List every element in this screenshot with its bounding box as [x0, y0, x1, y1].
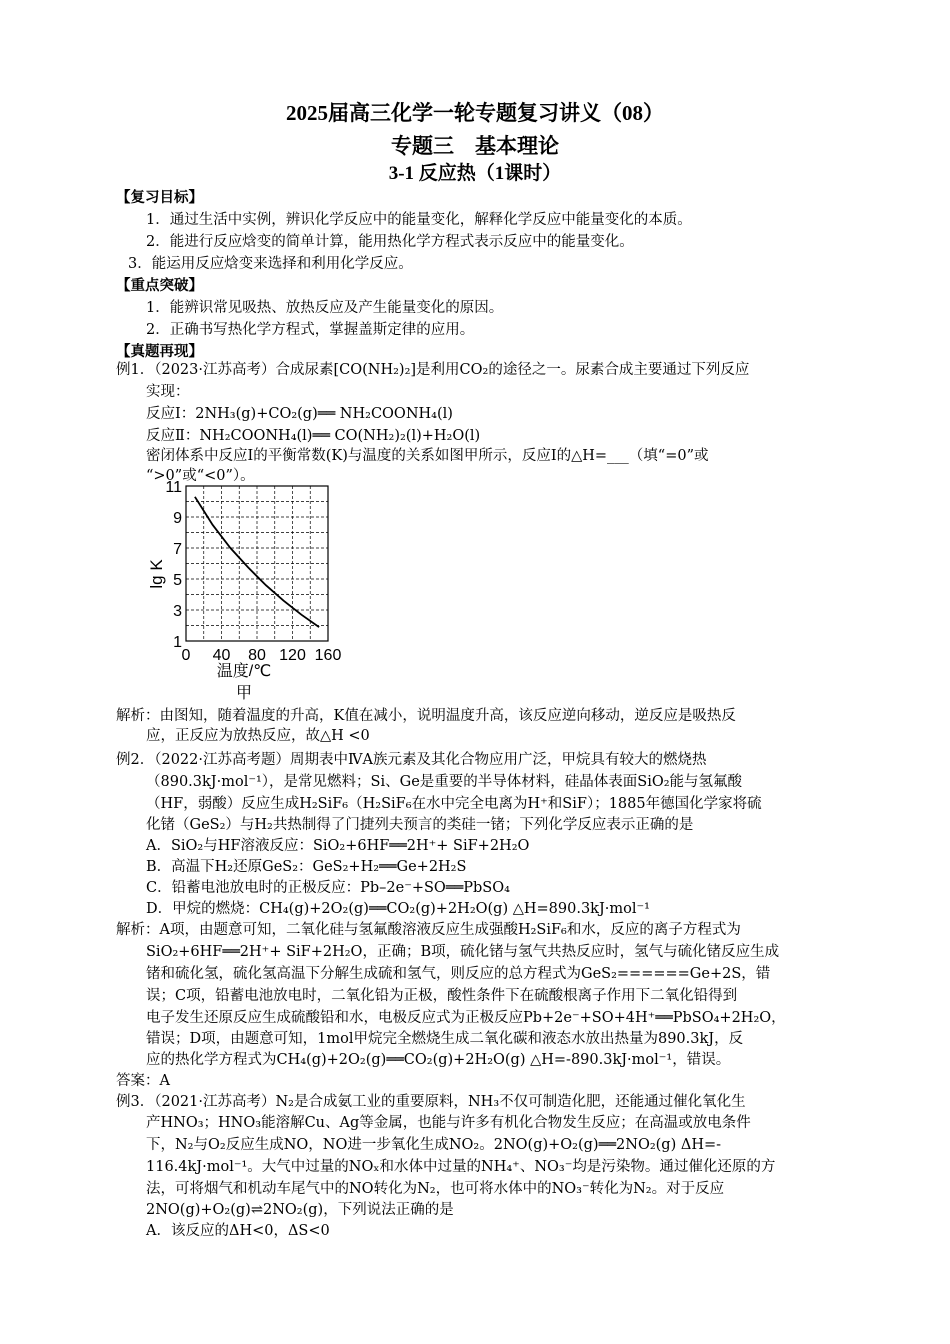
example2-answer: 答案：A — [116, 1073, 170, 1089]
y-axis-label: lg K — [147, 559, 166, 589]
exam-review-heading: 【真题再现】 — [116, 343, 203, 360]
y-tick-label: 11 — [165, 479, 182, 496]
y-tick-label: 9 — [173, 510, 182, 527]
x-tick-label: 80 — [248, 647, 266, 664]
x-tick-label: 40 — [212, 647, 231, 664]
review-goals-heading: 【复习目标】 — [116, 189, 203, 206]
review-goal-item: 1．通过生活中实例，辨识化学反应中的能量变化，解释化学反应中能量变化的本质。 — [146, 212, 692, 228]
y-tick-label: 7 — [173, 541, 182, 558]
example2-line: 化锗（GeS₂）与H₂共热制得了门捷列夫预言的类硅一锗；下列化学反应表示正确的是 — [146, 817, 694, 833]
example2-option-c: C．铅蓄电池放电时的正极反应：Pb–2e⁻+SO══PbSO₄ — [146, 880, 510, 896]
key-point-item: 2．正确书写热化学方程式，掌握盖斯定律的应用。 — [146, 322, 475, 338]
example1-analysis-line: 应，正反应为放热反应，故△H <0 — [146, 728, 370, 744]
example3-line: 法，可将烟气和机动车尾气中的NO转化为N₂，也可将水体中的NO₃⁻转化为N₂。对于反应 — [146, 1181, 725, 1197]
example2-option-d: D．甲烷的燃烧：CH₄(g)+2O₂(g)══CO₂(g)+2H₂O(g) △H=890.3kJ·mol⁻¹ — [146, 901, 650, 917]
example2-analysis-line: 解析：A项，由题意可知，二氧化硅与氢氟酸溶液反应生成强酸H₂SiF₆和水，反应的离子方程式为 — [116, 922, 741, 938]
example2-line: 例2．（2022·江苏高考题）周期表中ⅣA族元素及其化合物应用广泛，甲烷具有较大的燃烧热 — [116, 752, 707, 768]
example2-analysis-line: SiO₂+6HF══2H⁺+ SiF+2H₂O，正确；B项，硫化锗与氢气共热反应时，氢气与硫化锗反应生成 — [146, 944, 780, 960]
example3-line: 116.4kJ·mol⁻¹。大气中过量的NOₓ和水体中过量的NH₄⁺、NO₃⁻均是污染物。通过催化还原的方 — [146, 1159, 776, 1175]
example1-line: 实现： — [146, 384, 190, 400]
example1-line: 例1．（2023·江苏高考）合成尿素[CO(NH₂)₂]是利用CO₂的途径之一。尿素合成主要通过下列反应 — [116, 362, 750, 378]
example1-analysis-line: 解析：由图知，随着温度的升高，K值在减小，说明温度升高，该反应逆向移动，逆反应是吸热反 — [116, 708, 736, 724]
document-title: 2025届高三化学一轮专题复习讲义（08） — [286, 101, 664, 125]
lesson-title: 3-1 反应热（1课时） — [388, 163, 562, 184]
example3-line: 例3．（2021·江苏高考）N₂是合成氨工业的重要原料，NH₃不仅可制造化肥，还能通过催化氧化生 — [116, 1094, 746, 1110]
y-tick-label: 1 — [173, 634, 182, 651]
example3-line: 下，N₂与O₂反应生成NO，NO进一步氧化生成NO₂。2NO(g)+O₂(g)══2NO₂(g) ΔH=- — [146, 1137, 722, 1153]
example1-line: 反应Ⅱ：NH₂COONH₄(l)══ CO(NH₂)₂(l)+H₂O(l) — [146, 428, 481, 444]
example2-analysis-line: 误；C项，铅蓄电池放电时，二氧化铅为正极，酸性条件下在硫酸根离子作用下二氧化铅得到 — [146, 988, 738, 1004]
y-tick-label: 5 — [173, 572, 182, 589]
example2-line: （890.3kJ·mol⁻¹），是常见燃料；Si、Ge是重要的半导体材料，硅晶体表面SiO₂能与氢氟酸 — [146, 774, 743, 790]
example1-line: “>0”或“<0”）。 — [146, 468, 255, 484]
example1-line: 密闭体系中反应I的平衡常数(K)与温度的关系如图甲所示，反应I的△H=___（填“=0”或 — [146, 448, 709, 464]
example3-line: 产HNO₃；HNO₃能溶解Cu、Ag等金属，也能与许多有机化合物发生反应；在高温或放电条件 — [146, 1115, 751, 1131]
x-tick-label: 160 — [314, 647, 342, 664]
example2-analysis-line: 电子发生还原反应生成硫酸铅和水，电极反应式为正极反应Pb+2e⁻+SO+4H⁺══PbSO₄+2H₂O， — [146, 1010, 786, 1026]
key-points-heading: 【重点突破】 — [116, 277, 203, 294]
example3-option-a: A．该反应的ΔH<0，ΔS<0 — [146, 1223, 330, 1239]
key-point-item: 1．能辨识常见吸热、放热反应及产生能量变化的原因。 — [146, 300, 504, 316]
topic-title: 专题三 基本理论 — [391, 134, 559, 158]
review-goal-item: 3．能运用反应焓变来选择和利用化学反应。 — [128, 256, 413, 272]
x-tick-label: 120 — [279, 647, 306, 664]
example2-analysis-line: 错误；D项，由题意可知，1mol甲烷完全燃烧生成二氧化碳和液态水放出热量为890.3kJ，反 — [146, 1031, 744, 1047]
example2-analysis-line: 锗和硫化氢，硫化氢高温下分解生成硫和氢气，则反应的总方程式为GeS₂======Ge+2S，错 — [146, 966, 771, 982]
example2-option-b: B．高温下H₂还原GeS₂：GeS₂+H₂══Ge+2H₂S — [146, 859, 467, 875]
x-axis-label: 温度/℃ — [216, 663, 272, 680]
example2-option-a: A．SiO₂与HF溶液反应：SiO₂+6HF══2H⁺+ SiF+2H₂O — [146, 838, 530, 854]
review-goal-item: 2．能进行反应焓变的简单计算，能用热化学方程式表示反应中的能量变化。 — [146, 234, 634, 250]
example1-line: 反应I：2NH₃(g)+CO₂(g)══ NH₂COONH₄(l) — [146, 406, 453, 422]
lgk-temperature-chart — [142, 476, 352, 706]
example2-line: （HF，弱酸）反应生成H₂SiF₆（H₂SiF₆在水中完全电离为H⁺和SiF）；1885年德国化学家将硫 — [146, 796, 762, 812]
chart-title: 甲 — [235, 685, 253, 702]
x-tick-label: 0 — [181, 647, 191, 664]
example3-line: 2NO(g)+O₂(g)⇌2NO₂(g)，下列说法正确的是 — [146, 1202, 454, 1218]
y-tick-label: 3 — [173, 603, 182, 620]
example2-analysis-line: 应的热化学方程式为CH₄(g)+2O₂(g)══CO₂(g)+2H₂O(g) △H=-890.3kJ·mol⁻¹，错误。 — [146, 1052, 731, 1068]
